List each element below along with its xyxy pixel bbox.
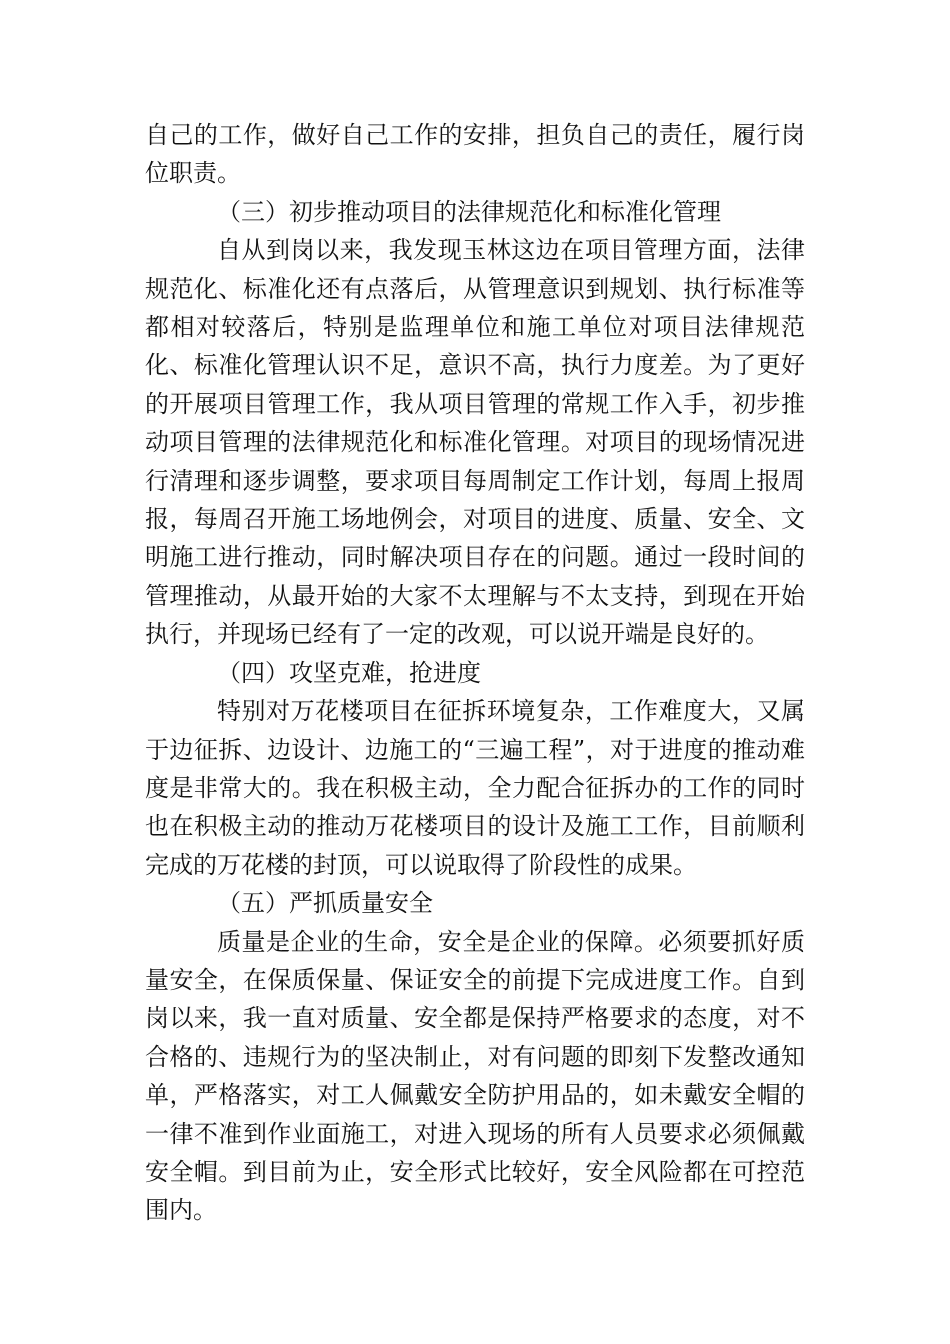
section-heading-5: （五）严抓质量安全 [217,889,433,918]
paragraph-section-4: 特别对万花楼项目在征拆环境复杂，工作难度大，又属于边征拆、边设计、边施工的“三遍工程”，对于进度的推动难度是非常大的。我在积极主动，全力配合征拆办的工作的同时也在积极主动的推动万花楼项目的设计及施工工作，目前顺利完成的万花楼的封顶，可以说取得了阶段性的成果。 [145,697,805,879]
paragraph-section-3: 自从到岗以来，我发现玉林这边在项目管理方面，法律规范化、标准化还有点落后，从管理意识到规划、执行标准等都相对较落后，特别是监理单位和施工单位对项目法律规范化、标准化管理认识不足，意识不高，执行力度差。为了更好的开展项目管理工作，我从项目管理的常规工作入手，初步推动项目管理的法律规范化和标准化管理。对项目的现场情况进行清理和逐步调整，要求项目每周制定工作计划，每周上报周报，每周召开施工场地例会，对项目的进度、质量、安全、文明施工进行推动，同时解决项目存在的问题。通过一段时间的管理推动，从最开始的大家不太理解与不太支持，到现在开始执行，并现场已经有了一定的改观，可以说开端是良好的。 [145,236,805,649]
section-heading-3: （三）初步推动项目的法律规范化和标准化管理 [217,197,721,226]
section-heading-4: （四）攻坚克难，抢进度 [217,658,481,687]
paragraph-continuation: 自己的工作，做好自己工作的安排，担负自己的责任，履行岗位职责。 [145,121,805,188]
document-body [145,116,805,1230]
paragraph-section-5: 质量是企业的生命，安全是企业的保障。必须要抓好质量安全，在保质保量、保证安全的前提下完成进度工作。自到岗以来，我一直对质量、安全都是保持严格要求的态度，对不合格的、违规行为的坚决制止，对有问题的即刻下发整改通知单，严格落实，对工人佩戴安全防护用品的，如未戴安全帽的一律不准到作业面施工，对进入现场的所有人员要求必须佩戴安全帽。到目前为止，安全形式比较好，安全风险都在可控范围内。 [145,927,805,1225]
